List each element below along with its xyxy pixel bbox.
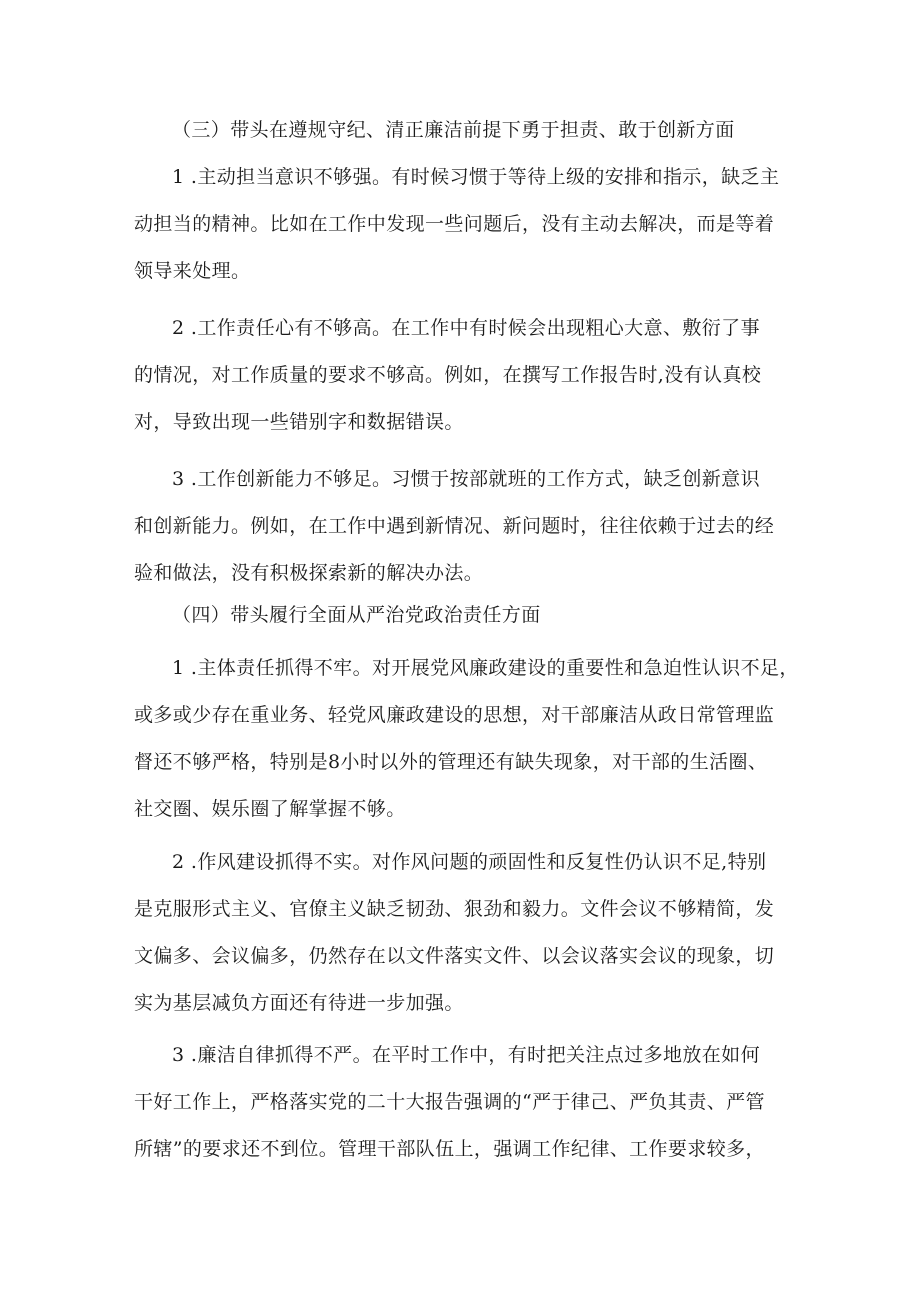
paragraph-line: 3 .廉洁自律抓得不严。在平时工作中，有时把关注点过多地放在如何: [172, 1044, 760, 1066]
paragraph-line: 领导来处理。: [134, 260, 251, 282]
paragraph-line: 干好工作上，严格落实党的二十大报告强调的“严于律己、严负其责、严管: [134, 1091, 765, 1113]
paragraph-line: 对，导致出现一些错别字和数据错误。: [134, 411, 464, 433]
paragraph-line: 文偏多、会议偏多，仍然存在以文件落实文件、以会议落实会议的现象，切: [134, 945, 775, 967]
paragraph-line: 动担当的精神。比如在工作中发现一些问题后，没有主动去解决，而是等着: [134, 213, 775, 235]
paragraph-line: 3 .工作创新能力不够足。习惯于按部就班的工作方式，缺乏创新意识: [172, 468, 760, 490]
paragraph-line: 实为基层减负方面还有待进一步加强。: [134, 992, 464, 1014]
paragraph-line: 社交圈、娱乐圈了解掌握不够。: [134, 798, 406, 820]
paragraph-line: 督还不够严格，特别是8小时以外的管理还有缺失现象，对干部的生活圈、: [134, 751, 768, 773]
paragraph-line: 是克服形式主义、官僚主义缺乏韧劲、狠劲和毅力。文件会议不够精简，发: [134, 898, 775, 920]
paragraph-line: 所辖”的要求还不到位。管理干部队伍上，强调工作纪律、工作要求较多，: [134, 1138, 765, 1160]
paragraph-line: 的情况，对工作质量的要求不够高。例如，在撰写工作报告时,没有认真校: [134, 364, 762, 386]
section-heading-three: （三）带头在遵规守纪、清正廉洁前提下勇于担责、敢于创新方面: [172, 119, 735, 141]
section-heading-four: （四）带头履行全面从严治党政治责任方面: [172, 604, 541, 626]
paragraph-line: 2 .作风建设抓得不实。对作风问题的顽固性和反复性仍认识不足,特别: [172, 851, 767, 873]
paragraph-line: 和创新能力。例如，在工作中遇到新情况、新问题时，往往依赖于过去的经: [134, 515, 775, 537]
paragraph-line: 1 .主动担当意识不够强。有时候习惯于等待上级的安排和指示，缺乏主: [172, 166, 780, 188]
paragraph-line: 1 .主体责任抓得不牢。对开展党风廉政建设的重要性和急迫性认识不足，: [172, 657, 799, 679]
paragraph-line: 2 .工作责任心有不够高。在工作中有时候会出现粗心大意、敷衍了事: [172, 317, 760, 339]
paragraph-line: 验和做法，没有积极探索新的解决办法。: [134, 562, 484, 584]
paragraph-line: 或多或少存在重业务、轻党风廉政建设的思想，对干部廉洁从政日常管理监: [134, 704, 775, 726]
